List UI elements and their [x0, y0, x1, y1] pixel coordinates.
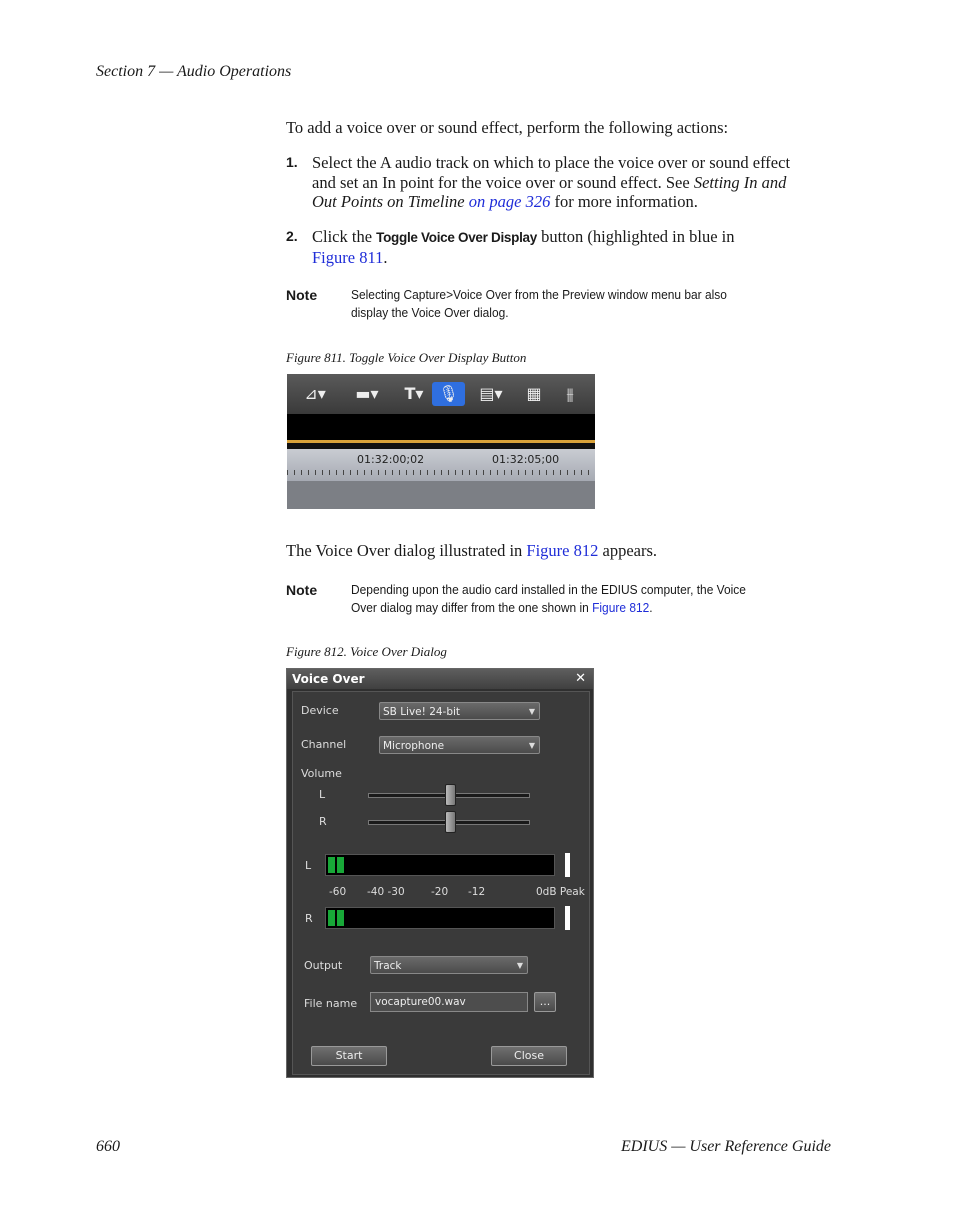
scale-20: -20: [431, 886, 449, 898]
output-label: Output: [304, 959, 343, 972]
mixer-icon[interactable]: ⫵: [566, 384, 574, 403]
timeline-toolbar-figure: [287, 374, 595, 509]
note-1: [286, 286, 806, 322]
page-number: 660: [96, 1138, 120, 1155]
voice-over-dialog: [286, 668, 594, 1078]
peak-indicator-r: [565, 906, 570, 930]
level-meter-l: [325, 854, 555, 876]
note-2: [286, 581, 806, 617]
step-1-xref-cont: Out Points on Timeline: [312, 192, 469, 211]
volume-l-label: L: [319, 788, 326, 801]
device-label: Device: [301, 704, 339, 717]
filename-field[interactable]: vocapture00.wav: [370, 992, 528, 1012]
meter-segment: [328, 857, 335, 873]
step-1: [286, 153, 846, 212]
section-header: Section 7 — Audio Operations: [96, 63, 292, 80]
scale-60: -60: [329, 886, 347, 898]
step-1-xref: Setting In and: [693, 172, 787, 192]
toggle-voice-over-label: Toggle Voice Over Display: [376, 230, 537, 245]
step-1-line3-end: for more information.: [550, 192, 698, 211]
timecode-1: 01:32:00;02: [357, 453, 425, 466]
step-2-period: .: [383, 247, 388, 267]
chevron-down-icon: ▼: [528, 741, 535, 750]
figure-812-link[interactable]: Figure 812: [526, 541, 599, 560]
start-button[interactable]: Start: [311, 1046, 387, 1066]
scale-0db-peak: 0dB Peak: [536, 886, 585, 898]
peak-indicator-l: [565, 853, 570, 877]
note-1-line2: display the Voice Over dialog.: [351, 305, 509, 320]
note-2-line1: Depending upon the audio card installed in the EDIUS computer, the Voice: [351, 582, 746, 597]
figure-812-link[interactable]: Figure 812: [592, 600, 650, 615]
close-icon[interactable]: ✕: [575, 671, 586, 686]
output-select[interactable]: [370, 956, 528, 974]
grid-icon[interactable]: ▦: [526, 384, 542, 403]
footer-title: EDIUS — User Reference Guide: [620, 1138, 831, 1155]
volume-r-label: R: [319, 815, 327, 828]
timeline-ruler[interactable]: [287, 449, 595, 481]
chevron-down-icon: ▼: [528, 707, 535, 716]
paragraph-2-text: The Voice Over dialog illustrated in: [286, 541, 527, 560]
meter-r-label: R: [305, 912, 313, 925]
meter-segment: [337, 910, 344, 926]
figure-812-caption: Figure 812. Voice Over Dialog: [286, 644, 447, 659]
meter-l-label: L: [305, 859, 312, 872]
meter-segment: [328, 910, 335, 926]
scale-12: -12: [468, 886, 486, 898]
intro-paragraph: To add a voice over or sound effect, perform the following actions:: [286, 118, 729, 137]
filename-label: File name: [304, 997, 358, 1010]
track-header: [287, 414, 595, 440]
tool-icon[interactable]: ⊿▾: [304, 384, 326, 403]
figure-811-link[interactable]: Figure 811: [312, 247, 384, 267]
browse-button[interactable]: ...: [534, 992, 556, 1012]
channel-select[interactable]: [379, 736, 540, 754]
output-value: Track: [374, 960, 402, 972]
volume-label: Volume: [301, 767, 342, 780]
chevron-down-icon: ▼: [516, 961, 523, 970]
dialog-title: Voice Over: [292, 672, 365, 686]
dialog-titlebar[interactable]: [287, 669, 593, 689]
note-2-line2: Over dialog may differ from the one shown in: [351, 600, 593, 615]
ruler-ticks: [287, 470, 595, 475]
paragraph-2-end: appears.: [598, 541, 658, 560]
note-label: Note: [286, 287, 318, 303]
device-select[interactable]: [379, 702, 540, 720]
note-label: Note: [286, 582, 318, 598]
track-icon[interactable]: ▤▾: [479, 384, 503, 403]
dialog-body: [292, 691, 590, 1075]
step-number: 2.: [286, 228, 298, 244]
meter-segment: [337, 857, 344, 873]
channel-value: Microphone: [383, 740, 445, 752]
device-value: SB Live! 24-bit: [383, 706, 461, 718]
step-number: 1.: [286, 154, 298, 170]
microphone-icon[interactable]: 🎙: [432, 382, 465, 406]
timecode-2: 01:32:05;00: [492, 453, 560, 466]
clip-icon[interactable]: ▬▾: [355, 384, 379, 403]
step-1-line2: and set an In point for the voice over or sound effect. See: [312, 172, 694, 192]
volume-r-thumb[interactable]: [445, 811, 456, 833]
figure-811-caption: Figure 811. Toggle Voice Over Display Button: [286, 350, 527, 365]
page-link[interactable]: on page 326: [468, 192, 551, 211]
step-2-text-b: button (highlighted in blue in: [536, 227, 735, 246]
toolbar: [287, 374, 595, 414]
step-2: [286, 227, 846, 267]
note-2-end: .: [649, 600, 653, 615]
channel-label: Channel: [301, 738, 347, 751]
title-icon[interactable]: T▾: [404, 384, 424, 403]
note-1-line1: Selecting Capture>Voice Over from the Preview window menu bar also: [351, 287, 727, 302]
close-button[interactable]: Close: [491, 1046, 567, 1066]
step-2-text-a: Click the: [312, 227, 377, 246]
volume-l-thumb[interactable]: [445, 784, 456, 806]
scale-40-30: -40 -30: [367, 886, 405, 898]
paragraph-2: [286, 541, 657, 561]
level-meter-r: [325, 907, 555, 929]
step-1-line1: Select the A audio track on which to place the voice over or sound effect: [312, 153, 791, 172]
track-area: [287, 481, 595, 509]
